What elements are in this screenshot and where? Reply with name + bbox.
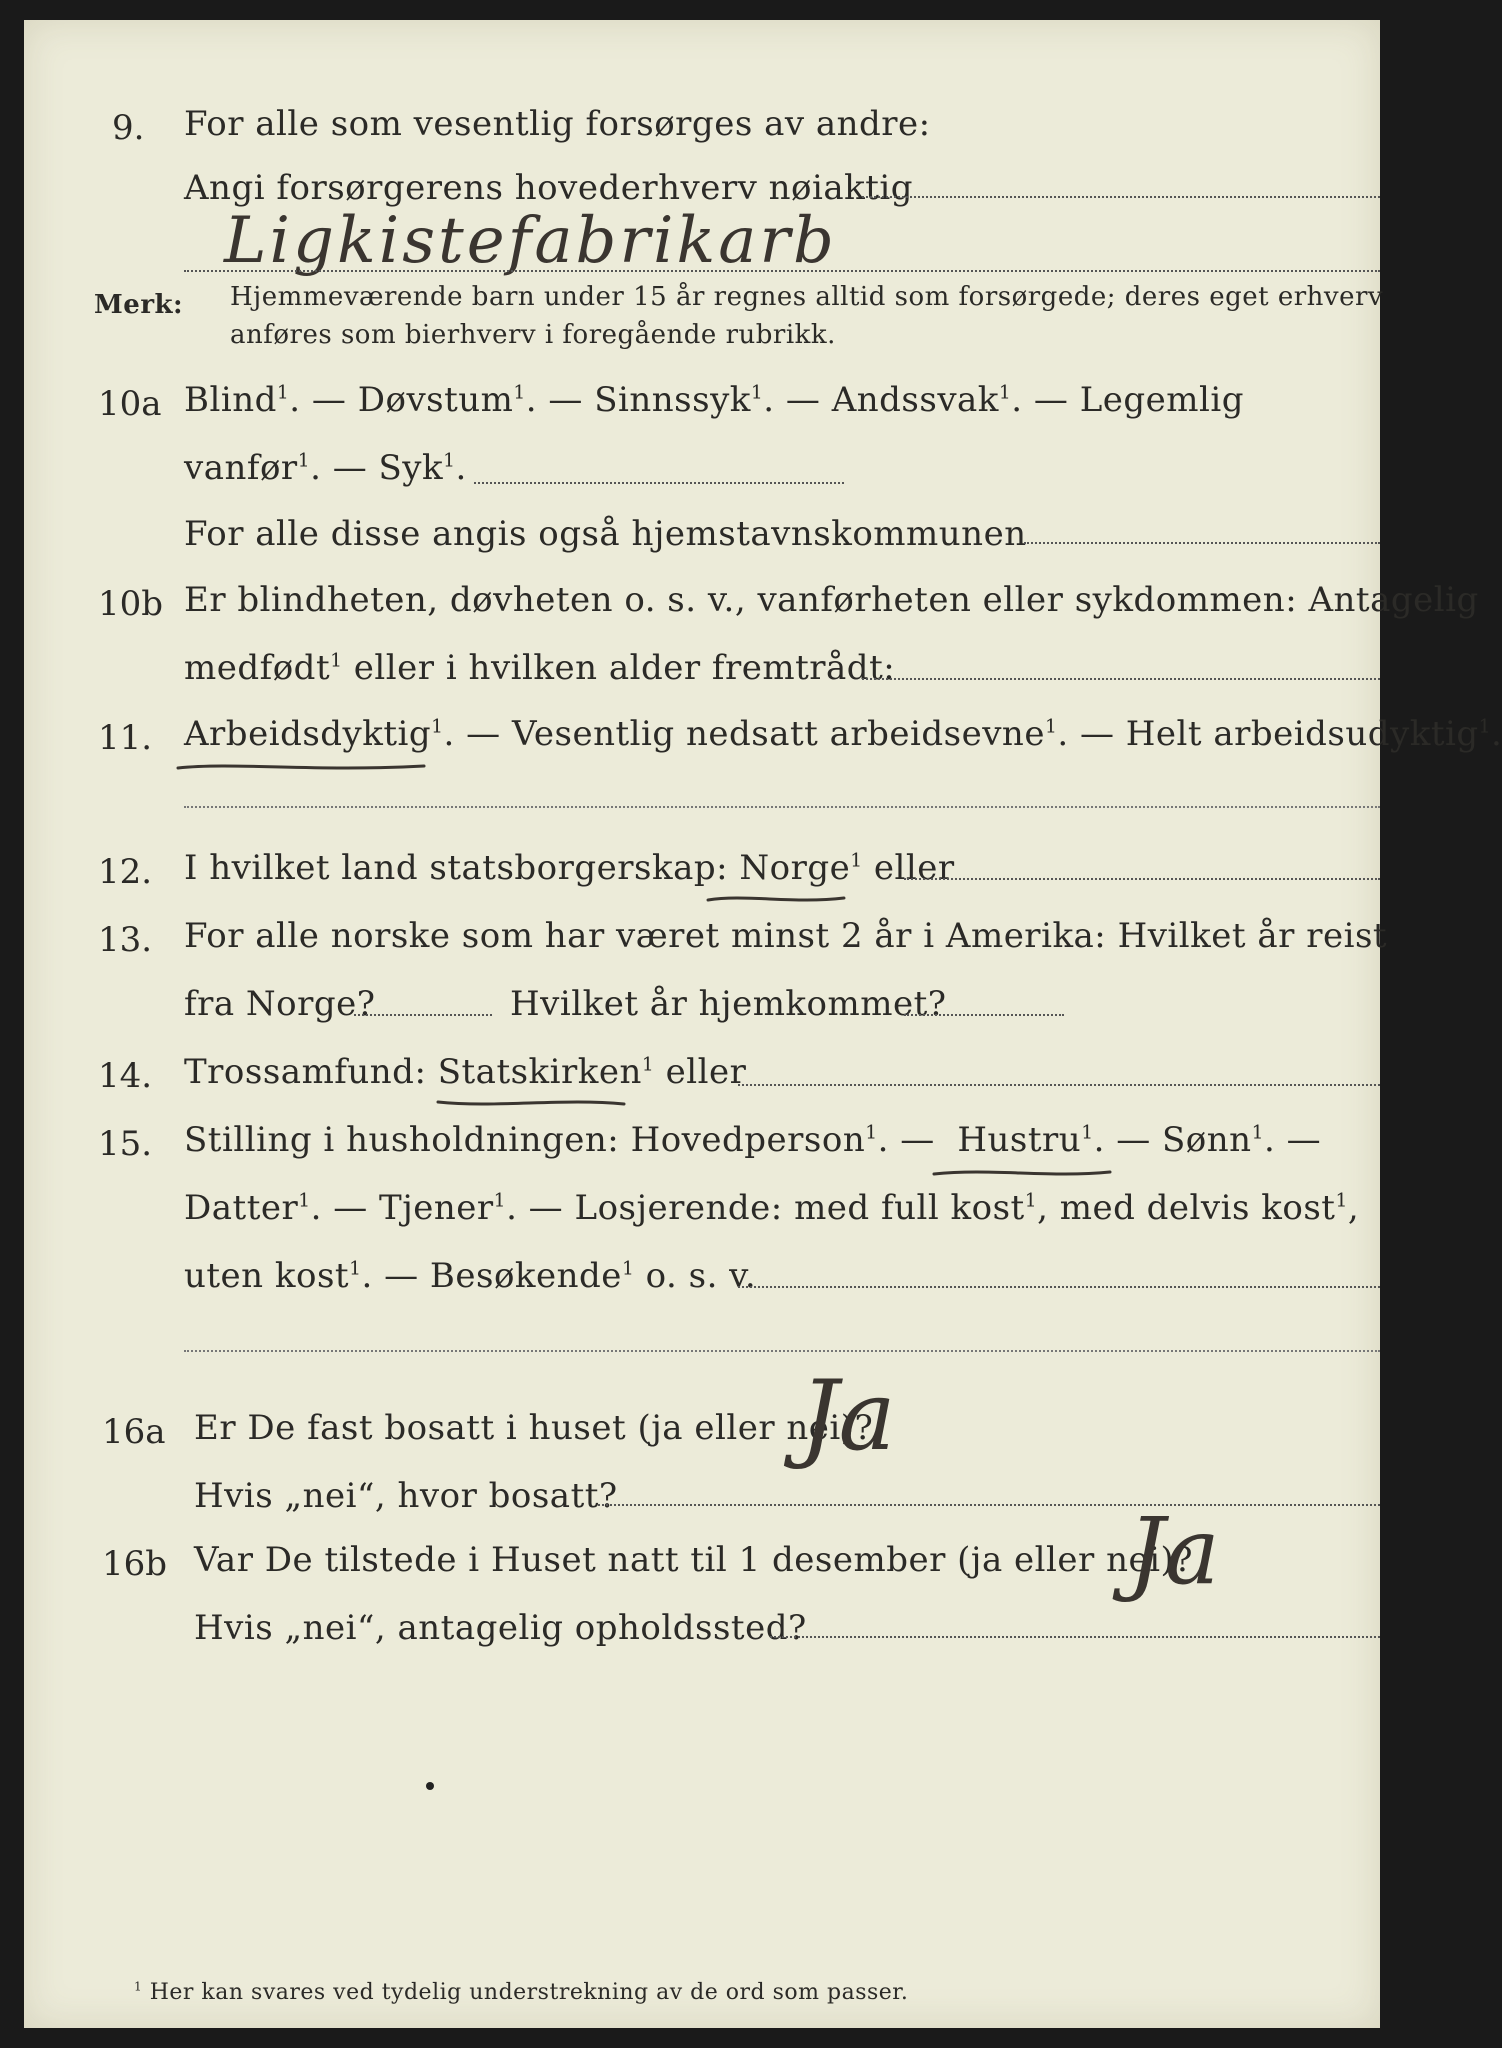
q16a-line1: Er De fast bosatt i huset (ja eller nei)? (194, 1408, 874, 1448)
item-number-12: 12. (98, 852, 153, 892)
option-hustru-selected: Hustru (957, 1120, 1082, 1160)
q15-line2 (184, 1188, 1359, 1228)
option-hovedperson: Stilling i husholdningen: Hovedperson (184, 1120, 866, 1160)
footnote-ref: 1 (1044, 716, 1058, 738)
footnote-ref: 1 (641, 1054, 655, 1076)
footnote-ref: 1 (1478, 716, 1492, 738)
option-andssvak: . — Andssvak (763, 380, 999, 420)
option-syk: . — Syk (310, 448, 444, 488)
footnote-ref: 1 (621, 1258, 635, 1280)
q14-text: Trossamfund: (184, 1052, 427, 1092)
option-sinnssyk: . — Sinnssyk (525, 380, 751, 420)
handwritten-underline (704, 890, 854, 910)
q16b-line2: Hvis „nei“, antagelig opholdssted? (194, 1608, 807, 1648)
footnote-ref: 1 (330, 650, 343, 672)
option-statskirken-selected: Statskirken (437, 1052, 642, 1092)
handwritten-answer-16a: Ja (800, 1360, 896, 1472)
punct: . — (1263, 1120, 1322, 1160)
q13-p2: Hvilket år hjemkommet? (510, 984, 947, 1024)
q10a-line2 (184, 448, 467, 488)
q14-end: eller (654, 1052, 747, 1092)
footnote-ref: 1 (850, 850, 863, 872)
option-udyktig: . — Helt arbeidsudyktig (1057, 714, 1479, 754)
q15-line1 (184, 1120, 1321, 1160)
footnote-ref: 1 (998, 382, 1012, 404)
option-dovstum: . — Døvstum (289, 380, 514, 420)
footnote-ref: 1 (431, 716, 444, 738)
footnote-ref: 1 (493, 1190, 507, 1212)
answer-line (904, 878, 1380, 880)
q12-text: I hvilket land statsborgerskap: (184, 848, 729, 888)
answer-line (738, 1286, 1380, 1288)
footnote-ref: 1 (297, 450, 311, 472)
footnote-ref: 1 (276, 382, 290, 404)
separator-line (184, 1350, 1380, 1352)
q10b-line2 (184, 648, 895, 688)
q10a-line1 (184, 380, 1244, 420)
item-number-16a: 16a (102, 1412, 166, 1452)
item-number-11: 11. (98, 718, 153, 758)
handwritten-underline (434, 1094, 634, 1114)
census-form-page (24, 20, 1502, 2028)
answer-line (770, 1636, 1380, 1638)
q13-p1: fra Norge? (184, 984, 376, 1024)
merk-line1: Hjemmeværende barn under 15 år regnes alltid som forsørgede; deres eget erhverv (230, 282, 1384, 312)
option-blind: Blind (184, 380, 277, 420)
option-delvis-kost: , med delvis kost (1037, 1188, 1336, 1228)
q14-line (184, 1052, 746, 1092)
footnote-ref: 1 (349, 1258, 362, 1280)
item-number-10b: 10b (98, 584, 164, 624)
footnote-ref: 1 (513, 382, 526, 404)
option-legemlig: . — Legemlig (1011, 380, 1245, 420)
handwritten-underline (930, 1164, 1120, 1184)
q16a-line2: Hvis „nei“, hvor bosatt? (194, 1476, 618, 1516)
option-datter: Datter (184, 1188, 299, 1228)
footnote-ref: 1 (865, 1122, 878, 1144)
q16b-line1: Var De tilstede i Huset natt til 1 desember (ja eller nei)? (194, 1540, 1193, 1580)
option-sonn: . — Sønn (1093, 1120, 1252, 1160)
option-nedsatt: . — Vesentlig nedsatt arbeidsevne (443, 714, 1045, 754)
item-number-16b: 16b (102, 1544, 168, 1584)
handwritten-underline (174, 758, 434, 778)
q10b-text: eller i hvilken alder fremtrådt: (342, 648, 896, 688)
option-medfodt: medfødt (184, 648, 331, 688)
footnote-text: Her kan svares ved tydelig understrekning av de ord som passer. (149, 1980, 909, 2005)
handwritten-occupation-answer: Ligkistefabrikarb (224, 204, 837, 278)
answer-line (862, 678, 1380, 680)
item-number-15: 15. (98, 1124, 153, 1164)
option-uten-kost: uten kost (184, 1256, 350, 1296)
item-number-10a: 10a (98, 384, 162, 424)
footnote-ref: 1 (1251, 1122, 1264, 1144)
answer-line (598, 1504, 1380, 1506)
answer-line (184, 270, 1380, 272)
q15-end: o. s. v. (634, 1256, 757, 1296)
q9-line2: Angi forsørgerens hovederhverv nøiaktig (184, 168, 914, 208)
option-vanfor: vanfør (184, 448, 298, 488)
q11-line (184, 714, 1502, 754)
option-besokende: . — Besøkende (361, 1256, 622, 1296)
q9-line1: For alle som vesentlig forsørges av andre: (184, 104, 931, 144)
punct: . (455, 448, 467, 488)
footnote-ref: 1 (750, 382, 764, 404)
merk-label: Merk: (94, 290, 184, 320)
footnote-ref: 1 (1335, 1190, 1348, 1212)
footnote-ref: 1 (298, 1190, 311, 1212)
q12-end: eller (862, 848, 955, 888)
punct: , (1347, 1188, 1360, 1228)
answer-line (474, 482, 844, 484)
q15-line3 (184, 1256, 756, 1296)
option-tjener: . — Tjener (310, 1188, 494, 1228)
q10b-line1: Er blindheten, døvheten o. s. v., vanførheten eller sykdommen: Antagelig (184, 580, 1479, 620)
answer-line (354, 1014, 492, 1016)
item-number-9: 9. (112, 108, 145, 148)
punct: . — (877, 1120, 935, 1160)
footnote (134, 1980, 908, 2005)
handwritten-answer-16b: Ja (1128, 1498, 1220, 1605)
separator-line (184, 806, 1380, 808)
answer-line (1024, 542, 1380, 544)
footnote-mark: 1 (134, 1979, 143, 1994)
footnote-ref: 1 (1081, 1122, 1094, 1144)
merk-line2: anføres som bierhverv i foregående rubrikk. (230, 320, 836, 350)
answer-line (738, 1084, 1380, 1086)
item-number-14: 14. (98, 1056, 153, 1096)
item-number-13: 13. (98, 920, 153, 960)
footnote-ref: 1 (1024, 1190, 1038, 1212)
q13-line1: For alle norske som har været minst 2 år i Amerika: Hvilket år reist (184, 916, 1388, 956)
q10a-line3: For alle disse angis også hjemstavnskommunen (184, 514, 1027, 554)
answer-line (862, 196, 1380, 198)
option-norge-selected: Norge (739, 848, 851, 888)
option-full-kost: . — Losjerende: med full kost (506, 1188, 1025, 1228)
answer-line (904, 1014, 1064, 1016)
q12-line (184, 848, 955, 888)
footnote-ref: 1 (443, 450, 456, 472)
option-arbeidsdyktig-selected: Arbeidsdyktig (184, 714, 432, 754)
ink-spot (426, 1782, 434, 1790)
punct: . (1491, 714, 1502, 754)
